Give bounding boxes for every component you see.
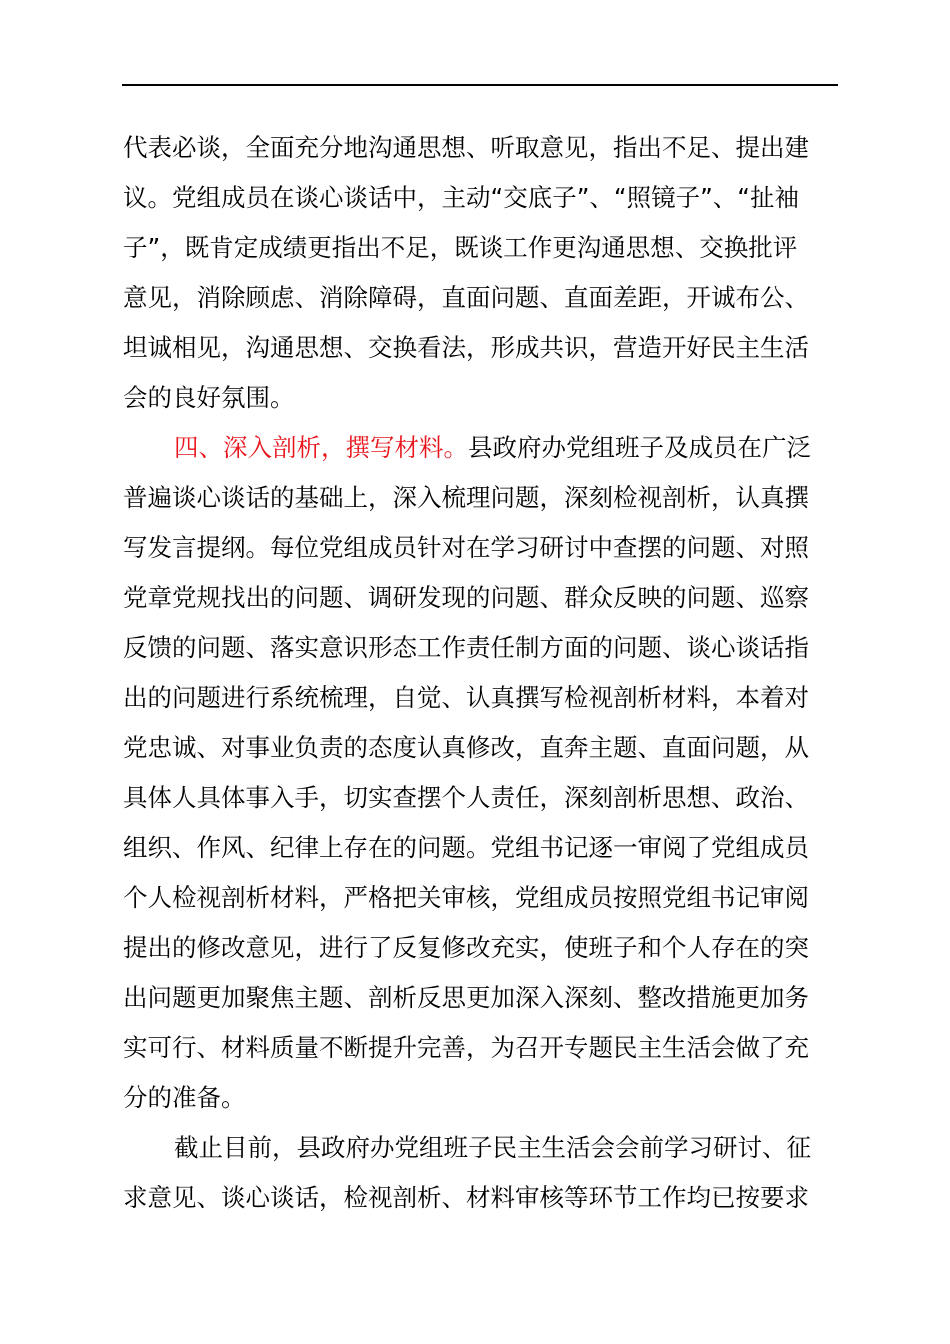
- text-line: 议。党组成员在谈心谈话中，主动“交底子”、“照镜子”、“扯袖: [123, 183, 799, 212]
- text-line: 子”，既肯定成绩更指出不足，既谈工作更沟通思想、交换批评: [123, 233, 798, 262]
- text-line: 党章党规找出的问题、调研发现的问题、群众反映的问题、巡察: [123, 583, 809, 612]
- section-4-first-line: [123, 423, 839, 473]
- section-4-first-line-text: 县政府办党组班子及成员在广泛: [468, 433, 811, 462]
- paragraph-intro: [123, 123, 839, 423]
- text-line: 实可行、材料质量不断提升完善，为召开专题民主生活会做了充: [123, 1033, 809, 1062]
- closing-first-line: 截止目前，县政府办党组班子民主生活会会前学习研讨、征: [174, 1133, 811, 1162]
- text-line: 坦诚相见，沟通思想、交换看法，形成共识，营造开好民主生活: [123, 333, 809, 362]
- text-line: 意见，消除顾虑、消除障碍，直面问题、直面差距，开诚布公、: [123, 283, 809, 312]
- text-line: 分的准备。: [123, 1083, 246, 1112]
- paragraph-closing: [123, 1123, 839, 1223]
- text-line: 个人检视剖析材料，严格把关审核，党组成员按照党组书记审阅: [123, 883, 809, 912]
- header-rule: [122, 84, 838, 86]
- text-line: 党忠诚、对事业负责的态度认真修改，直奔主题、直面问题，从: [123, 733, 809, 762]
- document-body: [123, 123, 839, 1223]
- text-line: 代表必谈，全面充分地沟通思想、听取意见，指出不足、提出建: [123, 133, 809, 162]
- text-line: 求意见、谈心谈话，检视剖析、材料审核等环节工作均已按要求: [123, 1183, 809, 1212]
- text-line: 提出的修改意见，进行了反复修改充实，使班子和个人存在的突: [123, 933, 809, 962]
- text-line: 出问题更加聚焦主题、剖析反思更加深入深刻、整改措施更加务: [123, 983, 809, 1012]
- text-line: 出的问题进行系统梳理，自觉、认真撰写检视剖析材料，本着对: [123, 683, 809, 712]
- text-line: 会的良好氛围。: [123, 383, 295, 412]
- paragraph-section-4: [123, 423, 839, 1123]
- text-line: 普遍谈心谈话的基础上，深入梳理问题，深刻检视剖析，认真撰: [123, 483, 809, 512]
- text-line: 组织、作风、纪律上存在的问题。党组书记逐一审阅了党组成员: [123, 833, 809, 862]
- text-line: 写发言提纲。每位党组成员针对在学习研讨中查摆的问题、对照: [123, 533, 809, 562]
- text-line: 具体人具体事入手，切实查摆个人责任，深刻剖析思想、政治、: [123, 783, 809, 812]
- text-line: 反馈的问题、落实意识形态工作责任制方面的问题、谈心谈话指: [123, 633, 809, 662]
- section-4-heading: 四、深入剖析，撰写材料。: [174, 433, 468, 462]
